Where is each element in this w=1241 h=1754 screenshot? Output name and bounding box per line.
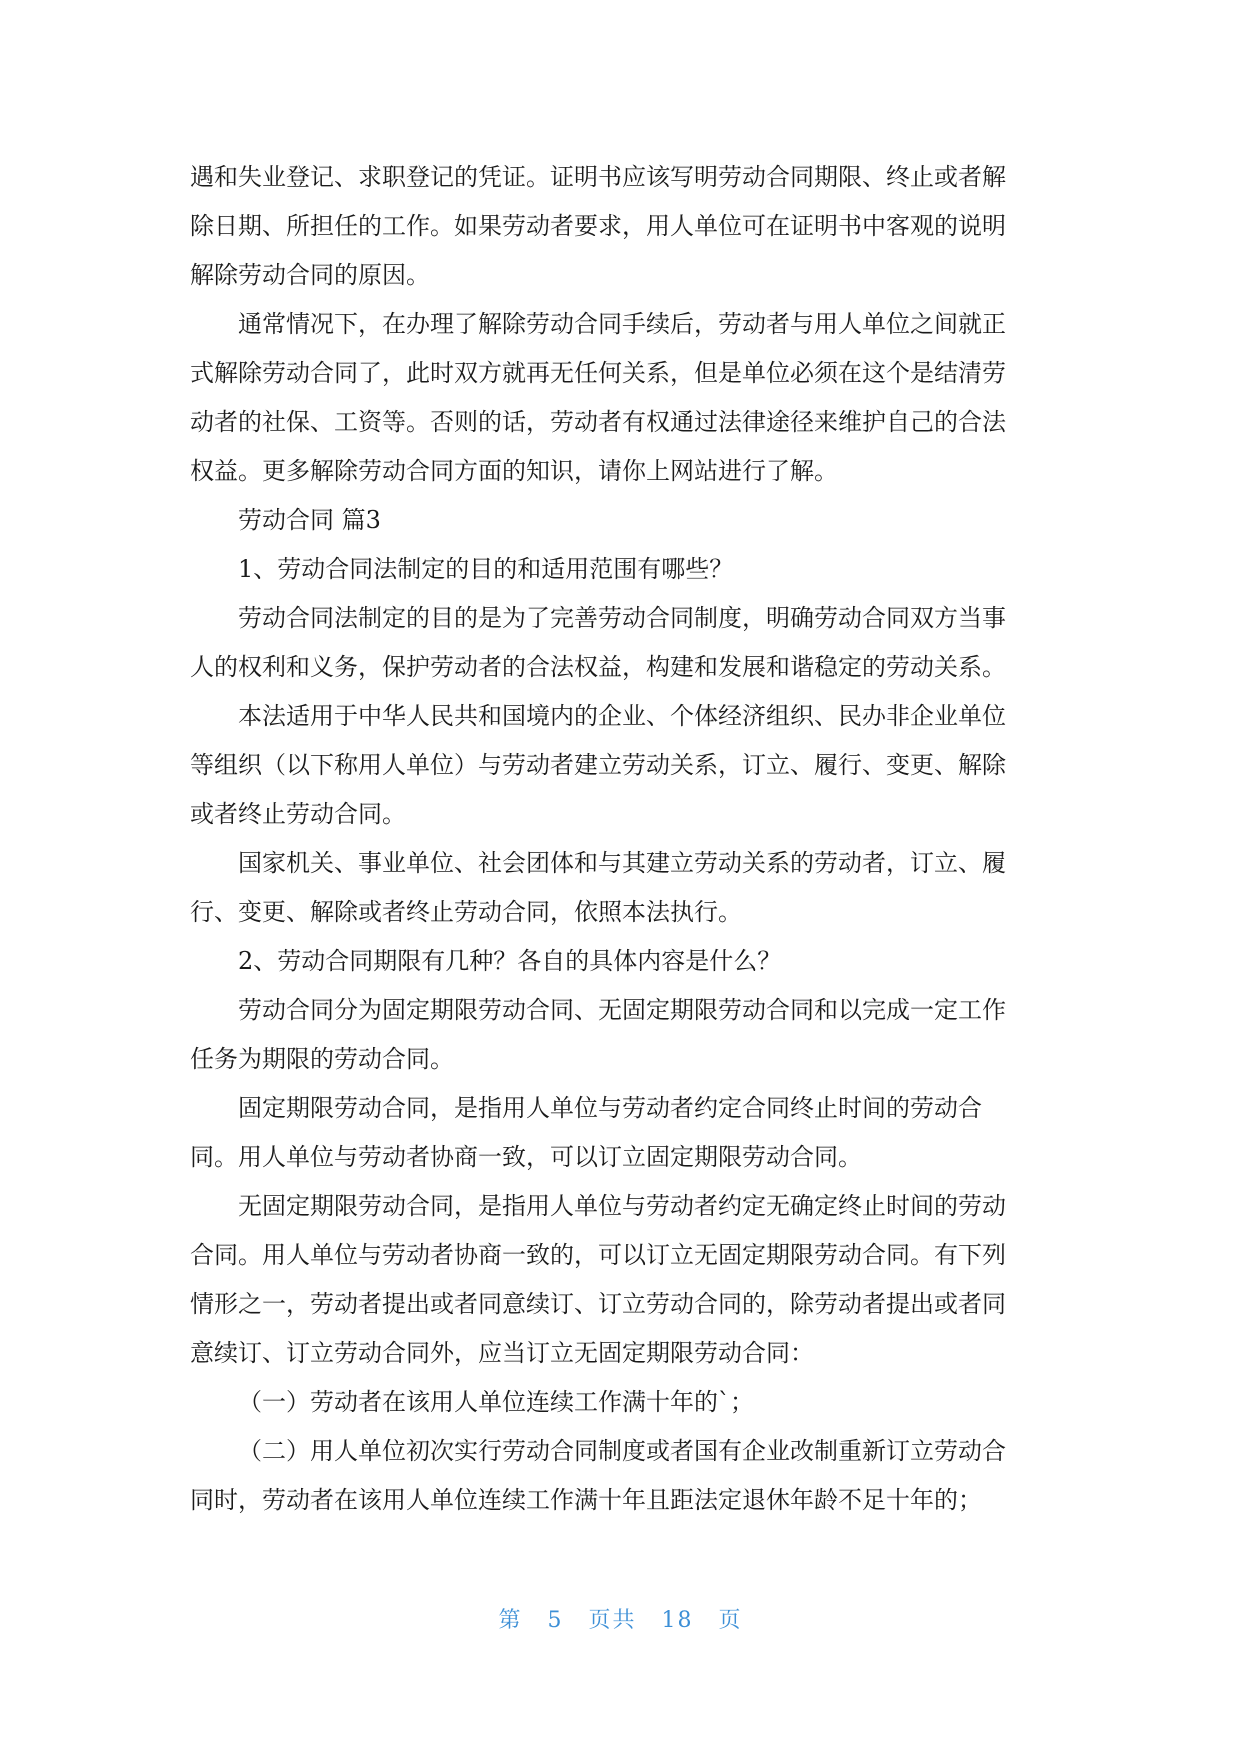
text-line: 1、劳动合同法制定的目的和适用范围有哪些？ (238, 555, 734, 583)
text-line: 权益。更多解除劳动合同方面的知识，请你上网站进行了解。 (190, 457, 838, 485)
paragraph (190, 839, 1050, 937)
text-line: （二）用人单位初次实行劳动合同制度或者国有企业改制重新订立劳动合 (238, 1437, 1006, 1465)
text-line: 动者的社保、工资等。否则的话，劳动者有权通过法律途径来维护自己的合法 (190, 408, 1006, 436)
footer-current-page: 5 (547, 1608, 564, 1633)
text-line: 劳动合同法制定的目的是为了完善劳动合同制度，明确劳动合同双方当事 (238, 604, 1006, 632)
text-line: 意续订、订立劳动合同外，应当订立无固定期限劳动合同： (190, 1339, 814, 1367)
text-line: 无固定期限劳动合同，是指用人单位与劳动者约定无确定终止时间的劳动 (238, 1192, 1006, 1220)
text-line: 等组织（以下称用人单位）与劳动者建立劳动关系，订立、履行、变更、解除 (190, 751, 1006, 779)
paragraph (190, 986, 1050, 1084)
text-line: 国家机关、事业单位、社会团体和与其建立劳动关系的劳动者，订立、履 (238, 849, 1006, 877)
paragraph (190, 594, 1050, 692)
text-line: 情形之一，劳动者提出或者同意续订、订立劳动合同的，除劳动者提出或者同 (190, 1290, 1006, 1318)
text-line: 同时，劳动者在该用人单位连续工作满十年且距法定退休年龄不足十年的； (190, 1486, 982, 1514)
text-line: （一）劳动者在该用人单位连续工作满十年的`； (238, 1388, 754, 1416)
paragraph (190, 300, 1050, 496)
paragraph (190, 153, 1050, 300)
text-line: 本法适用于中华人民共和国境内的企业、个体经济组织、民办非企业单位 (238, 702, 1006, 730)
text-line: 或者终止劳动合同。 (190, 800, 406, 828)
paragraph (190, 496, 1050, 545)
footer-total-pages: 18 (661, 1608, 694, 1633)
text-line: 遇和失业登记、求职登记的凭证。证明书应该写明劳动合同期限、终止或者解 (190, 163, 1006, 191)
footer-middle: 页共 (588, 1608, 637, 1633)
text-line: 劳动合同 篇3 (238, 506, 381, 534)
paragraph (190, 1182, 1050, 1378)
paragraph (190, 1378, 1050, 1427)
text-line: 合同。用人单位与劳动者协商一致的，可以订立无固定期限劳动合同。有下列 (190, 1241, 1006, 1269)
text-line: 式解除劳动合同了，此时双方就再无任何关系，但是单位必须在这个是结清劳 (190, 359, 1006, 387)
text-line: 通常情况下，在办理了解除劳动合同手续后，劳动者与用人单位之间就正 (238, 310, 1006, 338)
page-footer (0, 1603, 1241, 1634)
text-line: 固定期限劳动合同，是指用人单位与劳动者约定合同终止时间的劳动合 (238, 1094, 982, 1122)
footer-prefix: 第 (498, 1608, 523, 1633)
text-line: 同。用人单位与劳动者协商一致，可以订立固定期限劳动合同。 (190, 1143, 862, 1171)
paragraph (190, 545, 1050, 594)
text-line: 人的权利和义务，保护劳动者的合法权益，构建和发展和谐稳定的劳动关系。 (190, 653, 1006, 681)
footer-suffix: 页 (718, 1608, 743, 1633)
paragraph (190, 1427, 1050, 1525)
text-line: 除日期、所担任的工作。如果劳动者要求，用人单位可在证明书中客观的说明 (190, 212, 1006, 240)
document-body (190, 153, 1050, 1525)
paragraph (190, 1084, 1050, 1182)
paragraph (190, 937, 1050, 986)
text-line: 劳动合同分为固定期限劳动合同、无固定期限劳动合同和以完成一定工作 (238, 996, 1006, 1024)
text-line: 行、变更、解除或者终止劳动合同，依照本法执行。 (190, 898, 742, 926)
paragraph (190, 692, 1050, 839)
text-line: 任务为期限的劳动合同。 (190, 1045, 454, 1073)
text-line: 解除劳动合同的原因。 (190, 261, 430, 289)
text-line: 2、劳动合同期限有几种？各自的具体内容是什么？ (238, 947, 782, 975)
